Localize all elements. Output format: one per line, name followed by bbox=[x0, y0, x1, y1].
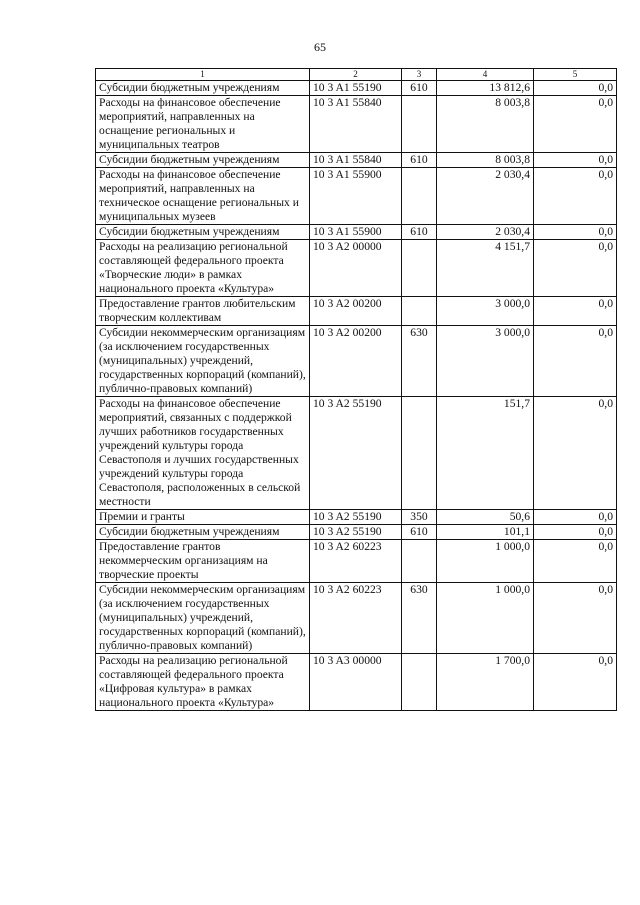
amount-cell: 8 003,8 bbox=[437, 153, 534, 168]
amount-second-cell: 0,0 bbox=[534, 297, 617, 326]
budget-table bbox=[95, 68, 617, 711]
expense-type-code-cell: 350 bbox=[402, 510, 437, 525]
table-row bbox=[96, 510, 617, 525]
amount-cell: 8 003,8 bbox=[437, 96, 534, 153]
target-article-code-cell: 10 3 A2 55190 bbox=[310, 397, 402, 510]
table-row bbox=[96, 225, 617, 240]
expense-name-cell: Расходы на реализацию региональной составляющей федерального проекта «Творческие люди» в рамках национального проекта «Культура» bbox=[96, 240, 310, 297]
table-row bbox=[96, 397, 617, 510]
target-article-code-cell: 10 3 A2 55190 bbox=[310, 525, 402, 540]
column-header-3: 3 bbox=[402, 69, 437, 81]
expense-name-cell: Расходы на финансовое обеспечение мероприятий, направленных на техническое оснащение региональных и муниципальных музеев bbox=[96, 168, 310, 225]
expense-type-code-cell: 610 bbox=[402, 81, 437, 96]
amount-second-cell: 0,0 bbox=[534, 96, 617, 153]
expense-type-code-cell: 610 bbox=[402, 225, 437, 240]
amount-second-cell: 0,0 bbox=[534, 81, 617, 96]
expense-type-code-cell bbox=[402, 297, 437, 326]
amount-second-cell: 0,0 bbox=[534, 153, 617, 168]
expense-name-cell: Субсидии бюджетным учреждениям bbox=[96, 225, 310, 240]
expense-name-cell: Расходы на финансовое обеспечение мероприятий, направленных на оснащение региональных и муниципальных театров bbox=[96, 96, 310, 153]
amount-cell: 1 000,0 bbox=[437, 583, 534, 654]
column-header-1: 1 bbox=[96, 69, 310, 81]
column-header-5: 5 bbox=[534, 69, 617, 81]
target-article-code-cell: 10 3 A1 55900 bbox=[310, 225, 402, 240]
expense-name-cell: Субсидии некоммерческим организациям (за исключением государственных (муниципальных) учреждений, государственных корпораций (компаний), публично-правовых компаний) bbox=[96, 326, 310, 397]
expense-type-code-cell bbox=[402, 168, 437, 225]
expense-type-code-cell: 630 bbox=[402, 326, 437, 397]
expense-name-cell: Расходы на финансовое обеспечение мероприятий, связанных с поддержкой лучших работников государственных учреждений культуры города Севастополя и лучших государственных учреждений культуры города Севастополя, расположенных в сельской местности bbox=[96, 397, 310, 510]
expense-type-code-cell: 630 bbox=[402, 583, 437, 654]
page-number: 65 bbox=[314, 40, 326, 54]
table-row bbox=[96, 297, 617, 326]
expense-name-cell: Субсидии бюджетным учреждениям bbox=[96, 153, 310, 168]
table-row bbox=[96, 240, 617, 297]
expense-name-cell: Субсидии бюджетным учреждениям bbox=[96, 81, 310, 96]
amount-second-cell: 0,0 bbox=[534, 326, 617, 397]
expense-name-cell: Субсидии бюджетным учреждениям bbox=[96, 525, 310, 540]
column-header-4: 4 bbox=[437, 69, 534, 81]
table-row bbox=[96, 540, 617, 583]
amount-second-cell: 0,0 bbox=[534, 583, 617, 654]
target-article-code-cell: 10 3 A2 55190 bbox=[310, 510, 402, 525]
amount-second-cell: 0,0 bbox=[534, 240, 617, 297]
amount-second-cell: 0,0 bbox=[534, 654, 617, 711]
amount-cell: 3 000,0 bbox=[437, 297, 534, 326]
expense-type-code-cell bbox=[402, 654, 437, 711]
amount-cell: 1 700,0 bbox=[437, 654, 534, 711]
table-row bbox=[96, 525, 617, 540]
column-header-2: 2 bbox=[310, 69, 402, 81]
table-header-row bbox=[96, 69, 617, 81]
expense-type-code-cell: 610 bbox=[402, 153, 437, 168]
expense-name-cell: Субсидии некоммерческим организациям (за исключением государственных (муниципальных) учреждений, государственных корпораций (компаний), публично-правовых компаний) bbox=[96, 583, 310, 654]
amount-second-cell: 0,0 bbox=[534, 168, 617, 225]
expense-type-code-cell bbox=[402, 96, 437, 153]
table-row bbox=[96, 81, 617, 96]
amount-cell: 1 000,0 bbox=[437, 540, 534, 583]
amount-cell: 50,6 bbox=[437, 510, 534, 525]
table-body bbox=[96, 81, 617, 711]
amount-second-cell: 0,0 bbox=[534, 525, 617, 540]
target-article-code-cell: 10 3 A2 00200 bbox=[310, 297, 402, 326]
expense-name-cell: Предоставление грантов любительским творческим коллективам bbox=[96, 297, 310, 326]
amount-second-cell: 0,0 bbox=[534, 225, 617, 240]
table-row bbox=[96, 168, 617, 225]
expense-type-code-cell bbox=[402, 397, 437, 510]
expense-name-cell: Премии и гранты bbox=[96, 510, 310, 525]
table-row bbox=[96, 96, 617, 153]
expense-name-cell: Предоставление грантов некоммерческим организациям на творческие проекты bbox=[96, 540, 310, 583]
target-article-code-cell: 10 3 A1 55840 bbox=[310, 153, 402, 168]
amount-cell: 3 000,0 bbox=[437, 326, 534, 397]
expense-type-code-cell bbox=[402, 240, 437, 297]
amount-cell: 2 030,4 bbox=[437, 168, 534, 225]
target-article-code-cell: 10 3 A2 00000 bbox=[310, 240, 402, 297]
amount-second-cell: 0,0 bbox=[534, 510, 617, 525]
table-row bbox=[96, 326, 617, 397]
target-article-code-cell: 10 3 A1 55840 bbox=[310, 96, 402, 153]
target-article-code-cell: 10 3 A1 55900 bbox=[310, 168, 402, 225]
expense-type-code-cell bbox=[402, 540, 437, 583]
amount-second-cell: 0,0 bbox=[534, 397, 617, 510]
target-article-code-cell: 10 3 A2 00200 bbox=[310, 326, 402, 397]
table-row bbox=[96, 153, 617, 168]
target-article-code-cell: 10 3 A1 55190 bbox=[310, 81, 402, 96]
amount-cell: 2 030,4 bbox=[437, 225, 534, 240]
table-row bbox=[96, 654, 617, 711]
amount-cell: 151,7 bbox=[437, 397, 534, 510]
amount-second-cell: 0,0 bbox=[534, 540, 617, 583]
amount-cell: 4 151,7 bbox=[437, 240, 534, 297]
expense-name-cell: Расходы на реализацию региональной составляющей федерального проекта «Цифровая культура» в рамках национального проекта «Культура» bbox=[96, 654, 310, 711]
target-article-code-cell: 10 3 A2 60223 bbox=[310, 583, 402, 654]
amount-cell: 101,1 bbox=[437, 525, 534, 540]
table-row bbox=[96, 583, 617, 654]
target-article-code-cell: 10 3 A2 60223 bbox=[310, 540, 402, 583]
target-article-code-cell: 10 3 A3 00000 bbox=[310, 654, 402, 711]
amount-cell: 13 812,6 bbox=[437, 81, 534, 96]
expense-type-code-cell: 610 bbox=[402, 525, 437, 540]
